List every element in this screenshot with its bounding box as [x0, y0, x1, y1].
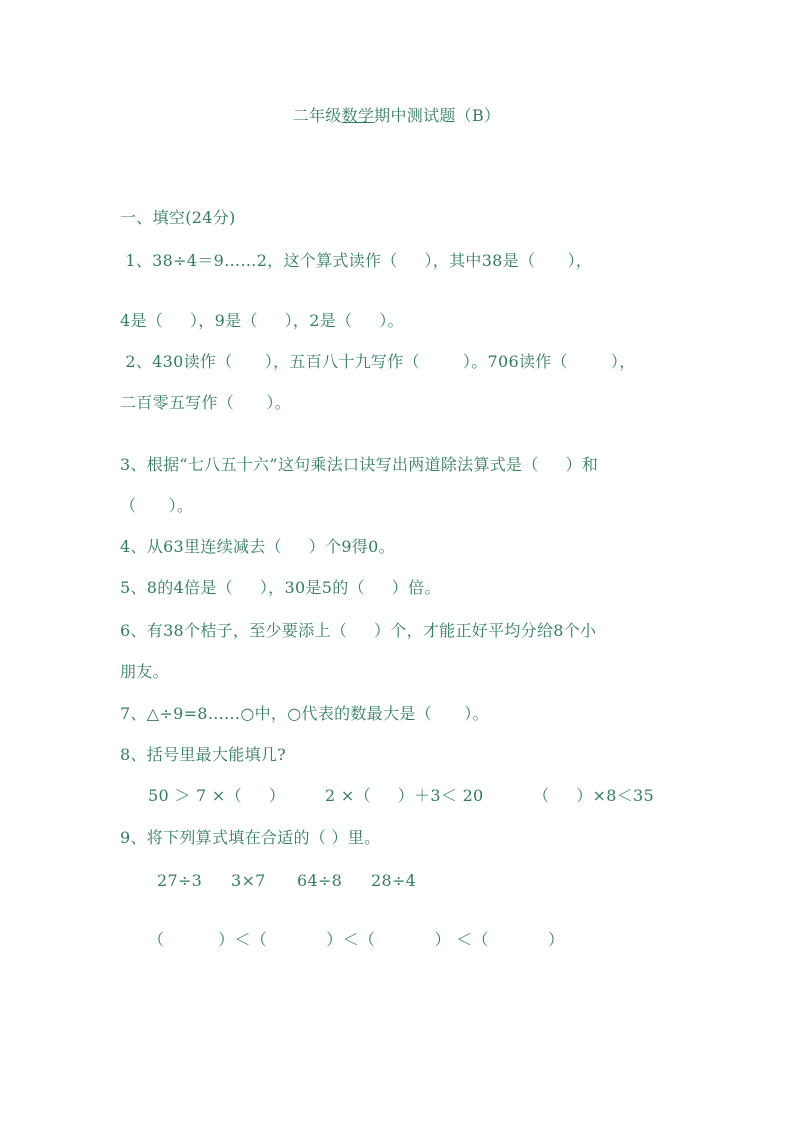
question-2-line-1: 2、430读作（ ），五百八十九写作（ ）。706读作（ ）， [120, 352, 636, 371]
question-9: 9、将下列算式填在合适的（ ）里。 [120, 828, 381, 847]
question-7: 7、△÷9=8……○中，○代表的数最大是（ ）。 [120, 704, 489, 723]
question-3-line-2: （ ）。 [120, 496, 194, 515]
question-4: 4、从63里连续减去（ ）个9得0。 [120, 537, 395, 556]
question-3-line-1: 3、根据“七八五十六”这句乘法口诀写出两道除法算式是（ ）和 [120, 455, 599, 474]
expression-item: 64÷8 [297, 871, 343, 890]
ordering-blanks: （ ）＜（ ）＜（ ） ＜（ ） [148, 930, 565, 949]
expression-item: 27÷3 [157, 871, 203, 890]
question-1-line-1: 1、38÷4＝9……2，这个算式读作（ ），其中38是（ ）， [120, 251, 593, 270]
question-1-line-2: 4是（ ），9是（ ），2是（ ）。 [120, 311, 404, 330]
comparison-item: 2 ×（ ）＋3＜ 20 [325, 786, 484, 805]
question-5: 5、8的4倍是（ ），30是5的（ ）倍。 [120, 578, 441, 597]
section-heading: 一、填空(24分) [120, 208, 236, 227]
comparison-item: 50 ＞ 7 ×（ ） [148, 786, 286, 805]
question-6-line-1: 6、有38个桔子，至少要添上（ ）个，才能正好平均分给8个小 [120, 621, 597, 640]
title-part-grade: 二年级 [292, 106, 342, 125]
question-8: 8、括号里最大能填几? [120, 745, 287, 764]
comparison-item: （ ）×8＜35 [533, 786, 654, 805]
page-title [0, 106, 793, 126]
title-part-rest: 期中测试题（B） [374, 106, 501, 125]
question-2-line-2: 二百零五写作（ ）。 [120, 393, 292, 412]
question-6-line-2: 朋友。 [120, 662, 169, 681]
expression-item: 28÷4 [371, 871, 417, 890]
title-part-subject: 数学 [341, 106, 375, 125]
expression-item: 3×7 [231, 871, 266, 890]
